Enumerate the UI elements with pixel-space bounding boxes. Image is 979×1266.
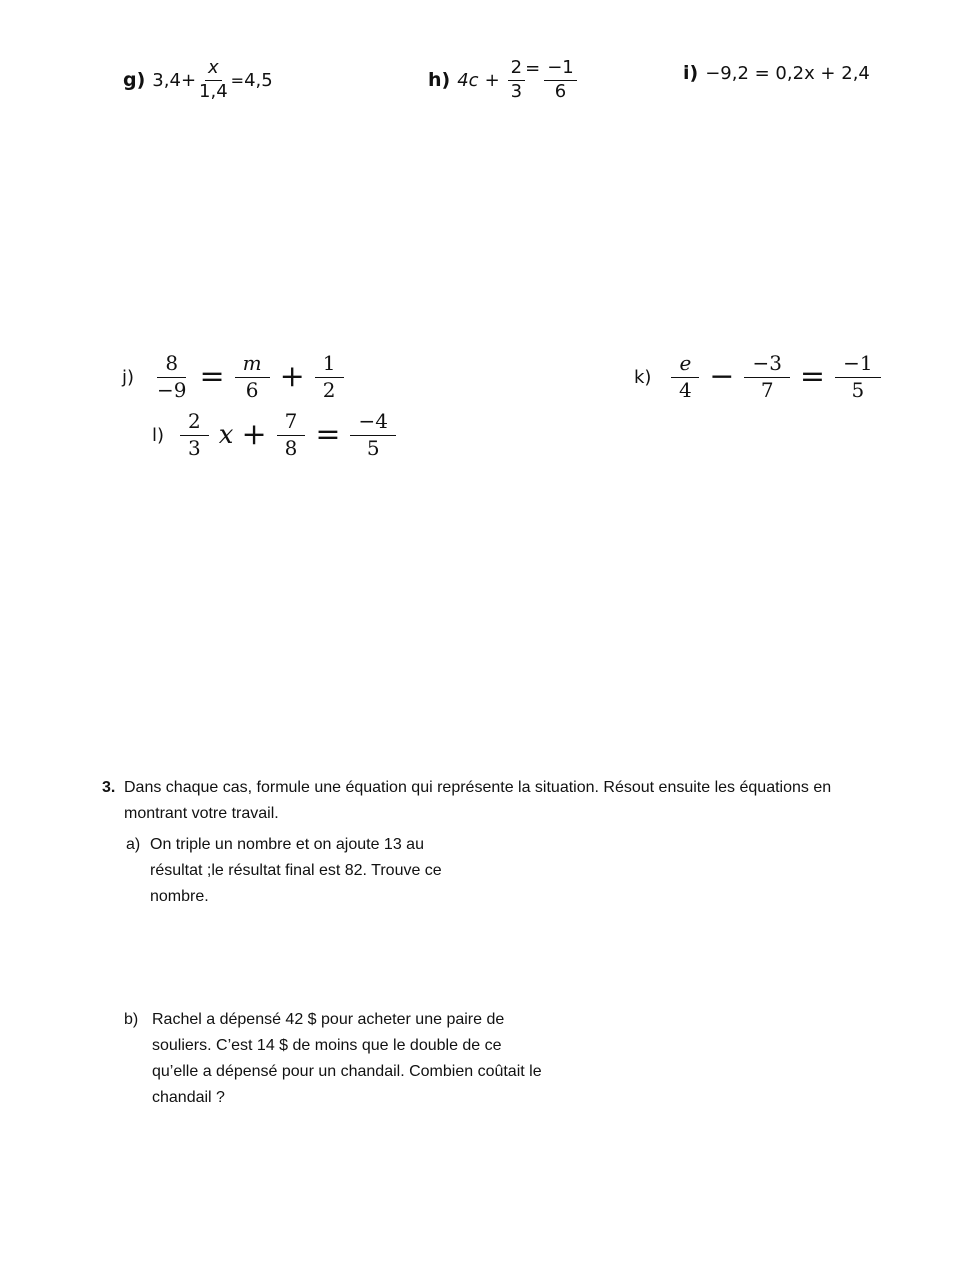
exercise-g-denominator: 1,4 (199, 80, 228, 102)
question-3-number: 3. (102, 779, 116, 796)
exercise-j-numerator-2: m (235, 352, 270, 378)
exercise-j-equals: = (199, 359, 225, 394)
exercise-i-equation: −9,2 = 0,2x + 2,4 (705, 62, 870, 84)
exercise-j-fraction-3 (315, 352, 344, 402)
exercise-g-label: g) (123, 69, 146, 92)
exercise-g-numerator: x (205, 58, 222, 81)
question-3-intro: Dans chaque cas, formule une équation qui représente la situation. Résout ensuite les équations en montrant votre travail. (124, 779, 832, 822)
exercise-g-plus: + (180, 69, 197, 91)
exercise-l-plus: + (241, 417, 267, 452)
exercise-g-fraction (196, 58, 231, 102)
exercise-j-label: j) (122, 366, 135, 388)
exercise-k-numerator-1: e (671, 352, 699, 378)
exercise-k-denominator-1: 4 (679, 378, 692, 402)
exercise-g-left: 3,4 (152, 69, 181, 91)
exercise-k (634, 352, 887, 402)
question-3a-label: a) (126, 836, 141, 853)
exercise-h-numerator-1: 2 (508, 58, 525, 81)
exercise-k-denominator-2: 7 (760, 378, 774, 402)
question-3b-label: b) (124, 1011, 139, 1028)
exercise-k-denominator-3: 5 (851, 378, 865, 402)
exercise-l-numerator-3: −4 (350, 410, 395, 436)
exercise-j-fraction-2 (235, 352, 270, 402)
exercise-h-fraction-2 (544, 58, 577, 102)
exercise-l-label: l) (152, 424, 165, 446)
exercise-h-left: 4c (457, 69, 479, 91)
exercise-l-variable: x (218, 420, 234, 450)
exercise-h-equals: = (525, 57, 541, 79)
exercise-k-numerator-3: −1 (835, 352, 880, 378)
exercise-g (123, 58, 273, 102)
exercise-k-fraction-2 (744, 352, 789, 402)
exercise-h-numerator-2: −1 (544, 58, 577, 81)
exercise-k-equals: = (799, 359, 826, 394)
exercise-l-denominator-2: 8 (284, 436, 298, 460)
exercise-h-plus: + (484, 69, 500, 91)
exercise-j-denominator-2: 6 (245, 378, 259, 402)
exercise-l (152, 410, 402, 460)
exercise-k-label: k) (634, 366, 652, 388)
exercise-l-numerator-2: 7 (277, 410, 306, 436)
exercise-j-fraction-1 (154, 352, 189, 402)
exercise-h-denominator-2: 6 (554, 80, 567, 102)
exercise-g-equals: = (230, 70, 245, 90)
question-3b-text: Rachel a dépensé 42 $ pour acheter une paire de souliers. C’est 14 $ de moins que le double de ce qu’elle a dépensé pour un chandail. Combien coûtait le chandail ? (152, 1011, 542, 1106)
exercise-k-minus: − (709, 359, 735, 394)
exercise-l-fraction-1 (180, 410, 209, 460)
exercise-j-numerator-3: 1 (315, 352, 344, 378)
exercise-l-denominator-3: 5 (366, 436, 380, 460)
exercise-i-label: i) (683, 62, 699, 84)
exercise-j-plus: + (279, 359, 305, 394)
exercise-l-fraction-2 (277, 410, 306, 460)
exercise-k-fraction-1 (671, 352, 699, 402)
exercise-h-label: h) (428, 69, 451, 92)
exercise-l-fraction-3 (350, 410, 395, 460)
exercise-j-denominator-3: 2 (322, 378, 336, 402)
exercise-j (122, 352, 350, 402)
exercise-k-numerator-2: −3 (744, 352, 789, 378)
exercise-i (683, 62, 870, 84)
exercise-h-fraction-1 (508, 58, 525, 102)
exercise-j-numerator-1: 8 (157, 352, 186, 378)
exercise-l-numerator-1: 2 (180, 410, 209, 436)
exercise-h (428, 58, 577, 102)
exercise-h-denominator-1: 3 (510, 80, 523, 102)
exercise-l-denominator-1: 3 (188, 436, 201, 460)
exercise-l-equals: = (315, 417, 341, 452)
exercise-g-right: 4,5 (244, 69, 273, 91)
exercise-j-denominator-1: −9 (157, 378, 187, 402)
question-3a-text: On triple un nombre et on ajoute 13 au résultat ;le résultat final est 82. Trouve ce nombre. (150, 836, 442, 905)
exercise-k-fraction-3 (835, 352, 880, 402)
